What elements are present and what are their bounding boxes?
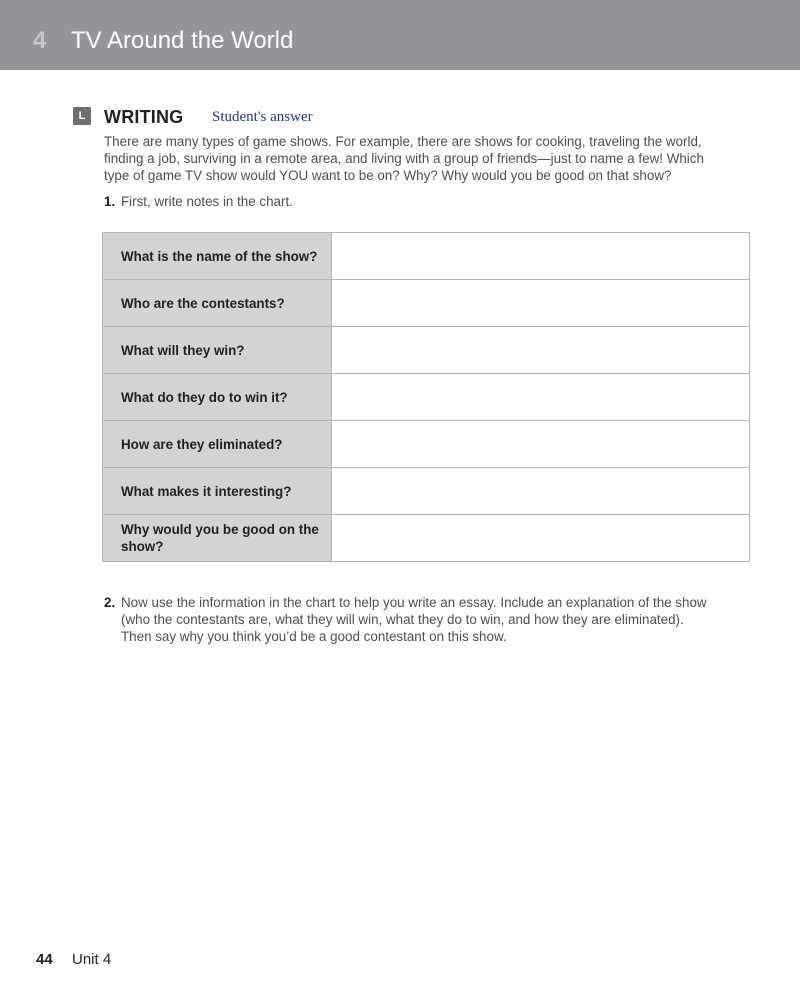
chart-row (103, 327, 750, 374)
step-2-text: Now use the information in the chart to help you write an essay. Include an explanation of the show (who the contestants are, what they will win, what they do to win, and how they are eliminated). Then say why you think you’d be a good contestant on this show. (121, 595, 707, 645)
chart-answer-cell[interactable] (332, 421, 750, 468)
chart-answer-cell[interactable] (332, 280, 750, 327)
step-1-text: First, write notes in the chart. (121, 194, 293, 209)
chart-row (103, 233, 750, 280)
section-title: WRITING (104, 107, 184, 127)
chart-answer-cell[interactable] (332, 327, 750, 374)
chart-answer-cell[interactable] (332, 374, 750, 421)
chart-row (103, 421, 750, 468)
chart-question: Why would you be good on the show? (103, 515, 332, 562)
chart-question: What makes it interesting? (103, 468, 332, 515)
unit-header-band (0, 0, 800, 70)
chart-answer-cell[interactable] (332, 468, 750, 515)
footer-unit-label: Unit 4 (72, 951, 112, 968)
chart-answer-cell[interactable] (332, 233, 750, 280)
student-answer-label: Student's answer (212, 109, 313, 125)
step-1 (104, 193, 404, 213)
chart-question: Who are the contestants? (103, 280, 332, 327)
chart-row (103, 468, 750, 515)
chart-question: How are they eliminated? (103, 421, 332, 468)
chart-question: What is the name of the show? (103, 233, 332, 280)
section-intro: There are many types of game shows. For example, there are shows for cooking, traveling the world, finding a job, surviving in a remote area, and living with a group of friends—just to name a few! Which type of game TV show would YOU want to be on? Why? Why would you be good on that show? (104, 134, 704, 184)
step-2-number: 2. (104, 595, 116, 610)
chart-question: What will they win? (103, 327, 332, 374)
section-letter-badge: L (73, 107, 91, 125)
unit-title: TV Around the World (71, 27, 294, 54)
step-2 (104, 594, 714, 654)
unit-number: 4 (33, 27, 47, 54)
chart-question: What do they do to win it? (103, 374, 332, 421)
chart-answer-cell[interactable] (332, 515, 750, 562)
page-number: 44 (36, 951, 53, 968)
chart-row (103, 515, 750, 562)
chart-row (103, 374, 750, 421)
step-1-number: 1. (104, 194, 116, 209)
notes-chart (102, 232, 750, 562)
chart-row (103, 280, 750, 327)
